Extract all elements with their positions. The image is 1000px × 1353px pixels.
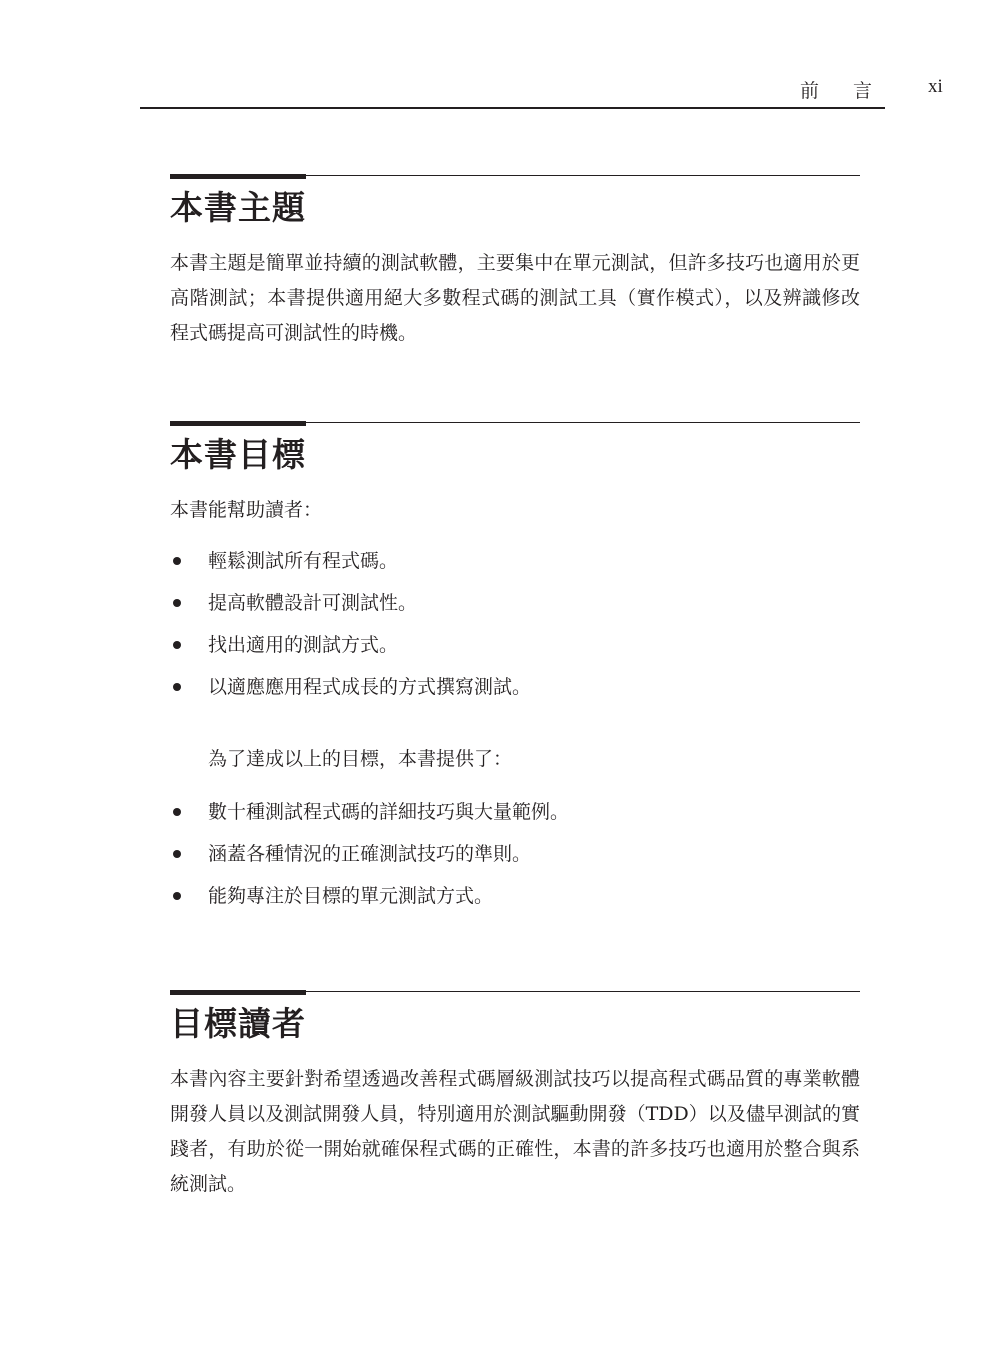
list-item: 以適應應用程式成長的方式撰寫測試。 [170, 666, 860, 708]
list-item: 輕鬆測試所有程式碼。 [170, 540, 860, 582]
header-rule [140, 107, 885, 109]
bullet-icon [173, 892, 181, 900]
bullet-icon [173, 599, 181, 607]
section-topic [170, 174, 860, 351]
list-item: 能夠專注於目標的單元測試方式。 [170, 875, 860, 917]
bullet-icon [173, 557, 181, 565]
section-heading: 本書主題 [170, 188, 306, 227]
section-paragraph: 本書主題是簡單並持續的測試軟體，主要集中在單元測試，但許多技巧也適用於更高階測試；本書提供適用絕大多數程式碼的測試工具（實作模式），以及辨識修改程式碼提高可測試性的時機。 [170, 252, 860, 344]
section-rule [170, 421, 860, 427]
section-goals [170, 421, 860, 917]
section-paragraph: 本書內容主要針對希望透過改善程式碼層級測試技巧以提高程式碼品質的專業軟體開發人員以及測試開發人員，特別適用於測試驅動開發（TDD）以及儘早測試的實踐者，有助於從一開始就確保程式碼的正確性，本書的許多技巧也適用於整合與系統測試。 [170, 1068, 860, 1195]
section-audience [170, 990, 860, 1202]
section-heading: 目標讀者 [170, 1004, 306, 1043]
bullet-icon [173, 808, 181, 816]
list-item: 找出適用的測試方式。 [170, 624, 860, 666]
section-rule [170, 174, 860, 180]
running-title: 前 言 [800, 80, 887, 102]
list-item: 涵蓋各種情況的正確測試技巧的準則。 [170, 833, 860, 875]
page-number: xi [928, 76, 943, 97]
list-item: 數十種測試程式碼的詳細技巧與大量範例。 [170, 791, 860, 833]
goals-intro: 本書能幫助讀者： [170, 499, 323, 521]
section-rule [170, 990, 860, 996]
section-heading: 本書目標 [170, 435, 306, 474]
bullet-icon [173, 641, 181, 649]
bullet-icon [173, 850, 181, 858]
bullet-icon [173, 683, 181, 691]
provided-list [170, 791, 860, 917]
goals-middle: 為了達成以上的目標，本書提供了： [208, 748, 513, 770]
goals-list [170, 540, 860, 708]
running-header [140, 70, 946, 110]
list-item: 提高軟體設計可測試性。 [170, 582, 860, 624]
